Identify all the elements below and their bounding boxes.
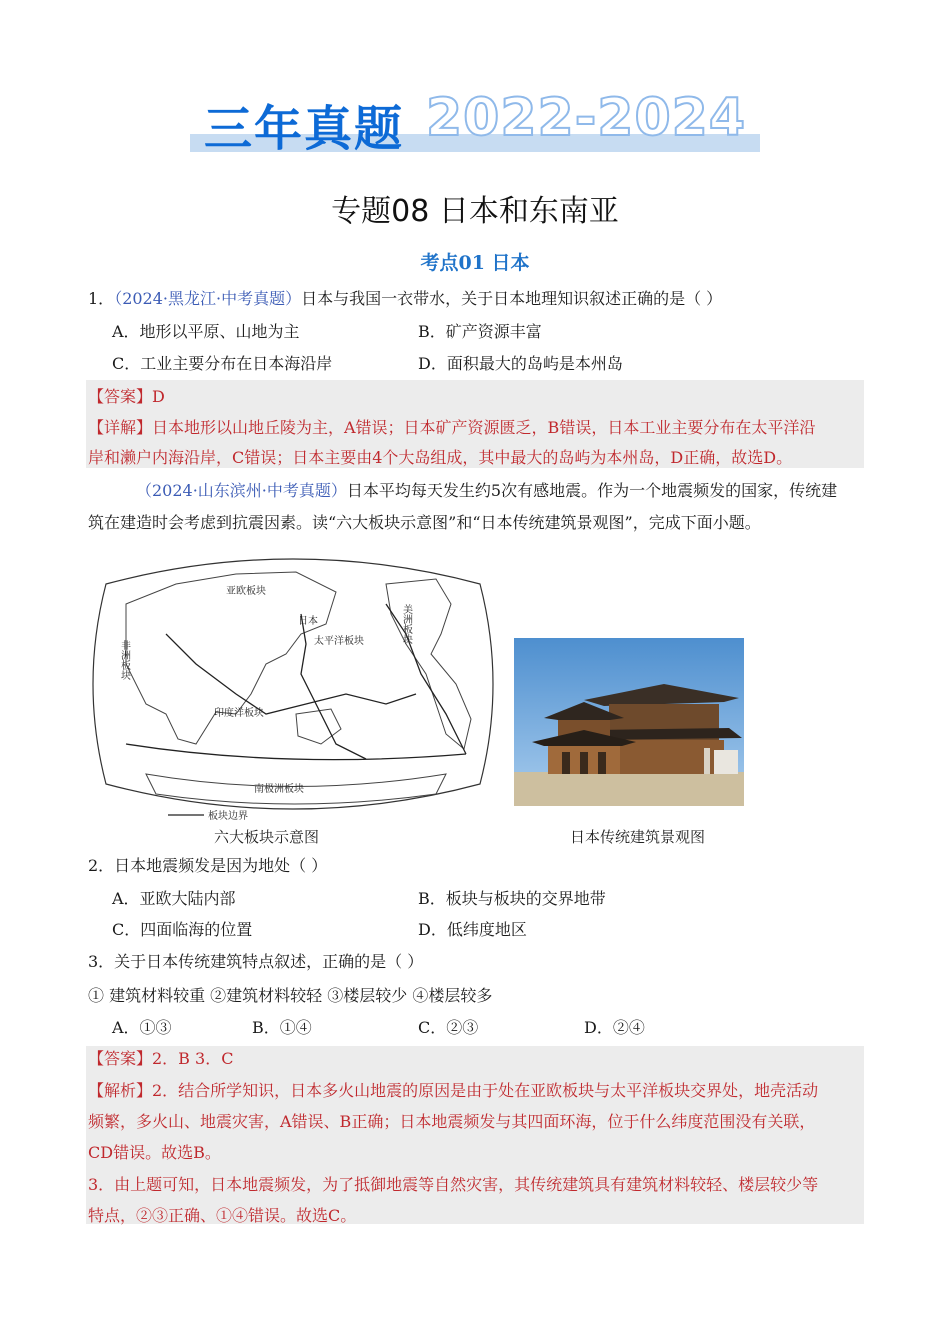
q3-stem: 3．关于日本传统建筑特点叙述，正确的是（ ） [88,952,424,971]
q3-statements: ① 建筑材料较重 ②建筑材料较轻 ③楼层较少 ④楼层较多 [88,986,493,1005]
architecture-photo [514,638,744,806]
q3-option-d: D．②④ [584,1018,645,1037]
header-banner [190,88,760,157]
plate-label-antarctic: 南极洲板块 [254,784,304,795]
legend-label: 板块边界 [208,811,248,822]
q1-number: 1． [88,289,115,308]
banner-label: 三年真题 [204,101,405,157]
q23-analysis-line5: 特点，②③正确、①④错误。故选C。 [88,1206,357,1225]
q1-detail-line2: 岸和濑户内海沿岸，C错误；日本主要由4个大岛组成，其中最大的岛屿为本州岛，D正确，故选D。 [88,448,793,467]
q3-option-b: B．①④ [252,1018,312,1037]
q23-analysis-line3: CD错误。故选B。 [88,1143,221,1162]
plate-label-america: 美洲板块 [400,604,412,644]
q23-analysis-line1: 【解析】2．结合所学知识，日本多火山地震的原因是由于处在亚欧板块与太平洋板块交界处，地壳活动 [88,1081,819,1100]
label-japan: 日本 [298,616,318,627]
intro-source: （2024·山东滨州·中考真题） [136,481,347,500]
banner-years: 2022-2024 [426,88,747,148]
q3-option-a: A．①③ [112,1018,172,1037]
q1-option-d: D．面积最大的岛屿是本州岛 [418,354,623,373]
plate-label-africa: 非洲板块 [118,640,130,680]
q2-option-d: D．低纬度地区 [418,920,527,939]
q23-analysis-line4: 3．由上题可知，日本地震频发，为了抵御地震等自然灾害，其传统建筑具有建筑材料较轻、楼层较少等 [88,1175,819,1194]
map-caption: 六大板块示意图 [214,828,320,846]
q3-option-c: C．②③ [418,1018,479,1037]
section-title: 考点01 日本 [420,252,530,274]
q2-option-a: A．亚欧大陆内部 [112,889,236,908]
photo-caption: 日本传统建筑景观图 [570,828,706,846]
document-title: 专题08 日本和东南亚 [331,194,619,229]
q1-option-b: B．矿产资源丰富 [418,322,542,341]
q23-answer-box [86,1046,864,1224]
intro-text1: 日本平均每天发生约5次有感地震。作为一个地震频发的国家，传统建 [346,481,838,500]
q1-stem: 日本与我国一衣带水，关于日本地理知识叙述正确的是（ ） [301,289,723,308]
q1-detail-line1: 【详解】日本地形以山地丘陵为主，A错误；日本矿产资源匮乏，B错误，日本工业主要分布在太平洋沿 [88,418,816,437]
q2-option-c: C．四面临海的位置 [112,920,253,939]
intro-line1 [136,480,837,502]
q2-stem: 2．日本地震频发是因为地处（ ） [88,856,328,875]
q2-option-b: B．板块与板块的交界地带 [418,889,606,908]
q1-option-a: A．地形以平原、山地为主 [112,322,300,341]
q1-option-c: C．工业主要分布在日本海沿岸 [112,354,333,373]
q1-source: （2024·黑龙江·中考真题） [114,289,302,308]
plates-map [86,544,500,824]
plate-label-eurasia: 亚欧板块 [226,586,266,597]
intro-line2: 筑在建造时会考虑到抗震因素。读“六大板块示意图”和“日本传统建筑景观图”，完成下面小题。 [88,513,761,532]
q23-answer: 【答案】2．B 3．C [88,1049,234,1068]
plate-label-indian: 印度洋板块 [214,708,264,719]
q1-answer: 【答案】D [88,387,165,406]
plate-label-pacific: 太平洋板块 [314,636,364,647]
q1-stem-line [88,288,722,310]
q23-analysis-line2: 频繁，多火山、地震灾害，A错误、B正确；日本地震频发与其四面环海，位于什么纬度范围没有关联， [88,1112,816,1131]
